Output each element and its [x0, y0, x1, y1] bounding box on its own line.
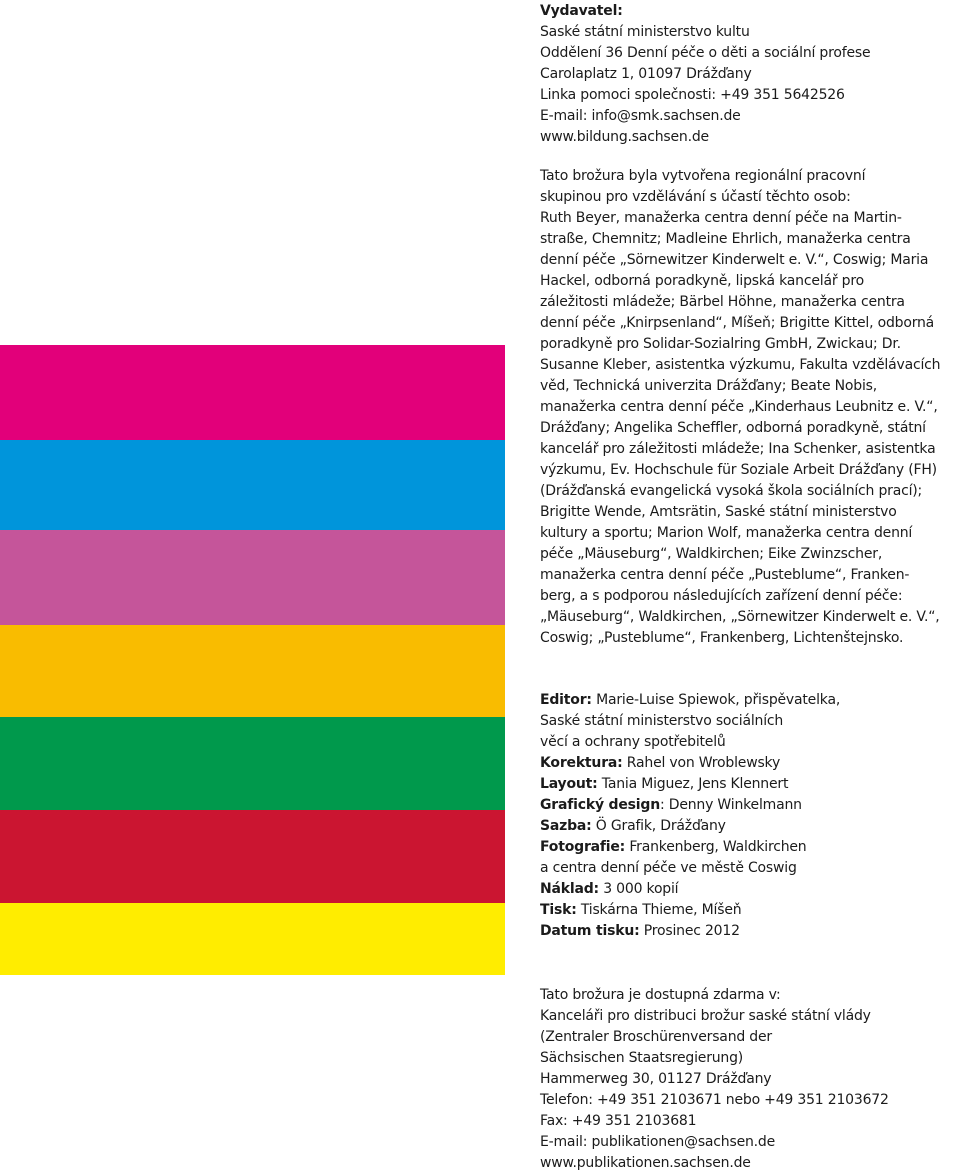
- credit-value: 3 000 kopií: [598, 881, 679, 897]
- publisher-line: Oddělení 36 Denní péče o děti a sociální profese: [540, 45, 871, 61]
- authors-line: manažerka centra denní péče „Pusteblume“, Franken-: [540, 567, 910, 583]
- credit-layout: [540, 774, 955, 795]
- credit-label: Tisk:: [540, 902, 577, 918]
- authors-line: Drážďany; Angelika Scheffler, odborná poradkyně, státní: [540, 420, 926, 436]
- authors-line: Susanne Kleber, asistentka výzkumu, Fakulta vzdělávacích: [540, 357, 941, 373]
- credit-value: Marie-Luise Spiewok, přispěvatelka,: [591, 692, 841, 708]
- authors-line: Coswig; „Pusteblume“, Frankenberg, Lichtenštejnsko.: [540, 630, 904, 646]
- stripe-blue: [0, 440, 505, 535]
- credit-graphic-design: [540, 795, 955, 816]
- credit-editor-cont: [540, 711, 955, 732]
- authors-line: (Drážďanská evangelická vysoká škola sociálních prací);: [540, 483, 923, 499]
- credit-print-date: [540, 921, 955, 942]
- credit-label: Fotografie:: [540, 839, 626, 855]
- authors-line: Hackel, odborná poradkyně, lipská kancelář pro: [540, 273, 864, 289]
- credit-label: Náklad:: [540, 881, 599, 897]
- authors-line: péče „Mäuseburg“, Waldkirchen; Eike Zwinzscher,: [540, 546, 883, 562]
- credit-label: Datum tisku:: [540, 923, 640, 939]
- authors-line: poradkyně pro Solidar-Sozialring GmbH, Zwickau; Dr.: [540, 336, 901, 352]
- distribution-line: Sächsischen Staatsregierung): [540, 1050, 744, 1066]
- authors-line: straße, Chemnitz; Madleine Ehrlich, manažerka centra: [540, 231, 911, 247]
- distribution-line: (Zentraler Broschürenversand der: [540, 1029, 772, 1045]
- credit-label: Grafický design: [540, 797, 660, 813]
- authors-line: výzkumu, Ev. Hochschule für Soziale Arbeit Drážďany (FH): [540, 462, 937, 478]
- credit-value: Ö Grafik, Drážďany: [591, 818, 726, 834]
- authors-line: denní péče „Sörnewitzer Kinderwelt e. V.“, Coswig; Maria: [540, 252, 929, 268]
- credits-block: [540, 690, 955, 942]
- stripe-yellow: [0, 903, 505, 975]
- stripe-magenta: [0, 345, 505, 440]
- credit-editor: [540, 690, 955, 711]
- authors-line: Brigitte Wende, Amtsrätin, Saské státní ministerstvo: [540, 504, 897, 520]
- credit-print-run: [540, 879, 955, 900]
- authors-line: Ruth Beyer, manažerka centra denní péče na Martin-: [540, 210, 902, 226]
- credit-value: Frankenberg, Waldkirchen: [625, 839, 807, 855]
- credit-proofreading: [540, 753, 955, 774]
- credit-value: Tiskárna Thieme, Míšeň: [576, 902, 742, 918]
- authors-line: skupinou pro vzdělávání s účastí těchto osob:: [540, 189, 851, 205]
- stripe-red: [0, 810, 505, 905]
- distribution-phone: Telefon: +49 351 2103671 nebo +49 351 2103672: [540, 1092, 889, 1108]
- distribution-line: Kanceláři pro distribuci brožur saské státní vlády: [540, 1008, 871, 1024]
- credit-value: a centra denní péče ve městě Coswig: [540, 860, 797, 876]
- publisher-line: Carolaplatz 1, 01097 Drážďany: [540, 66, 752, 82]
- authors-line: záležitosti mládeže; Bärbel Höhne, manažerka centra: [540, 294, 905, 310]
- publisher-heading: Vydavatel:: [540, 3, 623, 19]
- credit-value: : Denny Winkelmann: [659, 797, 802, 813]
- credit-label: Sazba:: [540, 818, 592, 834]
- credit-value: Rahel von Wroblewsky: [622, 755, 781, 771]
- distribution-website: www.publikationen.sachsen.de: [540, 1155, 751, 1171]
- credit-value: Prosinec 2012: [639, 923, 740, 939]
- authors-line: manažerka centra denní péče „Kinderhaus Leubnitz e. V.“,: [540, 399, 938, 415]
- authors-line: Tato brožura byla vytvořena regionální pracovní: [540, 168, 866, 184]
- authors-line: kultury a sportu; Marion Wolf, manažerka centra denní: [540, 525, 913, 541]
- publisher-website: www.bildung.sachsen.de: [540, 129, 709, 145]
- distribution-line: Tato brožura je dostupná zdarma v:: [540, 987, 781, 1003]
- credit-value: věcí a ochrany spotřebitelů: [540, 734, 726, 750]
- authors-line: věd, Technická univerzita Drážďany; Beate Nobis,: [540, 378, 878, 394]
- distribution-block: [540, 985, 955, 1174]
- publisher-block: [540, 1, 955, 148]
- credit-photography: [540, 837, 955, 858]
- stripe-pink: [0, 530, 505, 625]
- publisher-email: E-mail: info@smk.sachsen.de: [540, 108, 741, 124]
- credit-photography-cont: [540, 858, 955, 879]
- credit-printer: [540, 900, 955, 921]
- color-stripes: [0, 345, 505, 975]
- authors-line: denní péče „Knirpsenland“, Míšeň; Brigitte Kittel, odborná: [540, 315, 935, 331]
- credit-value: Tania Miguez, Jens Klennert: [597, 776, 789, 792]
- publisher-line: Linka pomoci společnosti: +49 351 5642526: [540, 87, 845, 103]
- authors-line: „Mäuseburg“, Waldkirchen, „Sörnewitzer Kinderwelt e. V.“,: [540, 609, 940, 625]
- credit-label: Layout:: [540, 776, 598, 792]
- stripe-green: [0, 717, 505, 812]
- stripe-yellow-orange: [0, 625, 505, 720]
- credit-typesetting: [540, 816, 955, 837]
- distribution-address: Hammerweg 30, 01127 Drážďany: [540, 1071, 772, 1087]
- authors-line: berg, a s podporou následujících zařízení denní péče:: [540, 588, 903, 604]
- credit-value: Saské státní ministerstvo sociálních: [540, 713, 784, 729]
- authors-line: kancelář pro záležitosti mládeže; Ina Schenker, asistentka: [540, 441, 936, 457]
- distribution-email: E-mail: publikationen@sachsen.de: [540, 1134, 776, 1150]
- credit-label: Editor:: [540, 692, 592, 708]
- credit-editor-cont: [540, 732, 955, 753]
- credit-label: Korektura:: [540, 755, 623, 771]
- publisher-line: Saské státní ministerstvo kultu: [540, 24, 750, 40]
- authors-block: [540, 166, 955, 649]
- distribution-fax: Fax: +49 351 2103681: [540, 1113, 697, 1129]
